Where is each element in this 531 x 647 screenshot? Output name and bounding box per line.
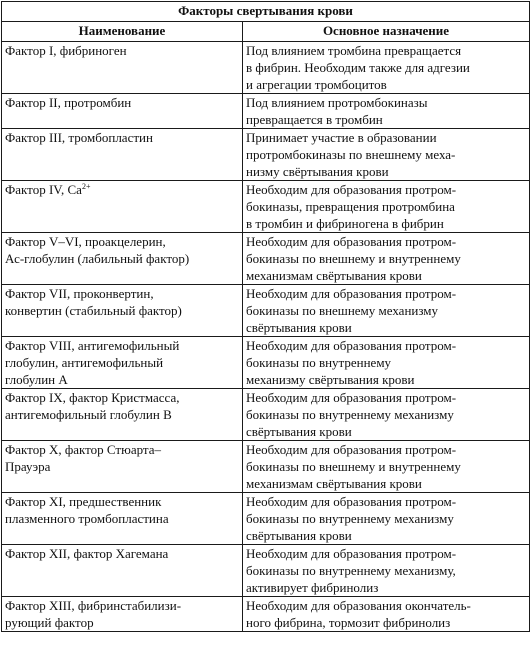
factor-purpose-cell: Под влиянием тромбина превращается в фибрин. Необходим также для адгезии и агрегации тромбоцитов bbox=[243, 42, 530, 94]
factor-purpose-cell: Необходим для образования протром- бокиназы по внутреннему механизму, активирует фибринолиз bbox=[243, 545, 530, 597]
factor-name-cell: Фактор X, фактор Стюарта– Прауэра bbox=[2, 441, 243, 493]
table-header-row bbox=[2, 22, 530, 42]
table-row bbox=[2, 181, 530, 233]
factor-purpose-cell: Принимает участие в образовании протромбокиназы по внешнему меха- низму свёртывания крови bbox=[243, 129, 530, 181]
coagulation-factors-table bbox=[1, 1, 530, 632]
table-row bbox=[2, 597, 530, 632]
table-row bbox=[2, 441, 530, 493]
factor-name-cell: Фактор XII, фактор Хагемана bbox=[2, 545, 243, 597]
factor-name-cell: Фактор VII, проконвертин, конвертин (стабильный фактор) bbox=[2, 285, 243, 337]
factor-purpose-cell: Необходим для образования протром- бокиназы по внутреннему механизму свёртывания крови bbox=[243, 493, 530, 545]
factor-name-cell: Фактор III, тромбопластин bbox=[2, 129, 243, 181]
factor-name-cell: Фактор I, фибриноген bbox=[2, 42, 243, 94]
factor-purpose-cell: Под влиянием протромбокиназы превращается в тромбин bbox=[243, 94, 530, 129]
factor-name-cell: Фактор XIII, фибринстабилизи- рующий фактор bbox=[2, 597, 243, 632]
table-row bbox=[2, 42, 530, 94]
factor-name-superscript: 2+ bbox=[81, 182, 91, 191]
factor-purpose-cell: Необходим для образования окончатель- ного фибрина, тормозит фибринолиз bbox=[243, 597, 530, 632]
factor-name-cell: Фактор IX, фактор Кристмасса, антигемофильный глобулин В bbox=[2, 389, 243, 441]
table-row bbox=[2, 493, 530, 545]
table-row bbox=[2, 545, 530, 597]
factor-name-cell bbox=[2, 181, 243, 233]
table-row bbox=[2, 389, 530, 441]
factor-purpose-cell: Необходим для образования протром- бокиназы по внешнему и внутреннему механизмам свёртывания крови bbox=[243, 441, 530, 493]
table-row bbox=[2, 233, 530, 285]
factor-purpose-cell: Необходим для образования протром- бокиназы по внешнему и внутреннему механизмам свёртывания крови bbox=[243, 233, 530, 285]
factor-name-prefix: Фактор IV, Са bbox=[5, 182, 82, 197]
table-row bbox=[2, 94, 530, 129]
factor-purpose-cell: Необходим для образования протром- бокиназы, превращения протромбина в тромбин и фибриногена в фибрин bbox=[243, 181, 530, 233]
table-row bbox=[2, 129, 530, 181]
factor-name-cell: Фактор XI, предшественник плазменного тромбопластина bbox=[2, 493, 243, 545]
factor-name-cell: Фактор VIII, антигемофильный глобулин, антигемофильный глобулин А bbox=[2, 337, 243, 389]
factor-purpose-cell: Необходим для образования протром- бокиназы по внутреннему механизму свёртывания крови bbox=[243, 389, 530, 441]
factor-name-cell: Фактор V–VI, проакцелерин, Ас-глобулин (лабильный фактор) bbox=[2, 233, 243, 285]
table-row bbox=[2, 337, 530, 389]
column-header-purpose: Основное назначение bbox=[243, 22, 530, 42]
column-header-name: Наименование bbox=[2, 22, 243, 42]
factor-purpose-cell: Необходим для образования протром- бокиназы по внешнему механизму свёртывания крови bbox=[243, 285, 530, 337]
factor-name-cell: Фактор II, протромбин bbox=[2, 94, 243, 129]
table-row bbox=[2, 285, 530, 337]
factor-purpose-cell: Необходим для образования протром- бокиназы по внутреннему механизму свёртывания крови bbox=[243, 337, 530, 389]
table-title: Факторы свертывания крови bbox=[2, 2, 530, 22]
table-title-row bbox=[2, 2, 530, 22]
